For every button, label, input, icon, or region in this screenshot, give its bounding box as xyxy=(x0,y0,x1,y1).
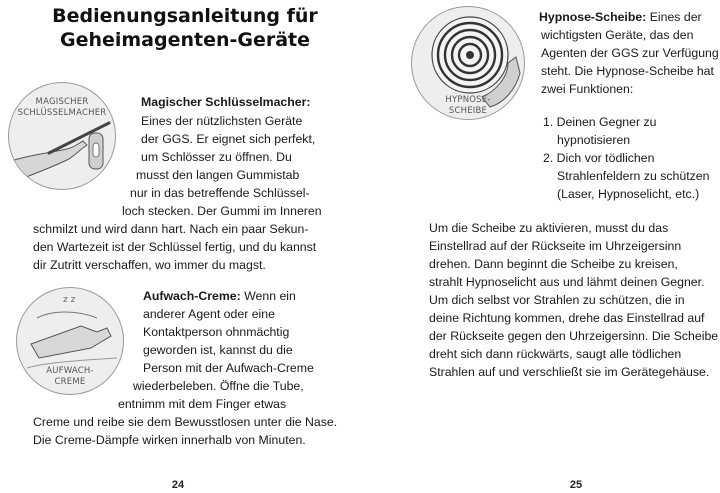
key-maker-line: schmilzt und wird dann hart. Nach ein paar Sekun- xyxy=(33,222,309,236)
paragraph-line: der Rückseite gegen den Uhrzeigersinn. Die Scheibe xyxy=(429,329,719,343)
wake-cream-heading-tail: Wenn ein xyxy=(240,289,296,303)
hypno-heading-tail: Eines der xyxy=(646,10,702,24)
key-maker-heading: Magischer Schlüsselmacher: xyxy=(141,95,311,109)
list-item: (Laser, Hypnoselicht, etc.) xyxy=(557,187,700,201)
hypno-illustration xyxy=(411,6,525,120)
list-item: 2. Dich vor tödlichen xyxy=(543,151,655,165)
hypno-label-1: HYPNOSE- xyxy=(445,95,491,105)
wake-cream-illustration xyxy=(16,287,124,395)
wake-cream-line: Creme und reibe sie dem Bewusstlosen unter die Nase. xyxy=(33,415,338,429)
paragraph-line: Einstellrad auf der Rückseite im Uhrzeigersinn xyxy=(429,239,682,253)
hypno-heading: Hypnose-Scheibe: xyxy=(539,10,647,24)
page-title xyxy=(40,4,330,52)
wake-cream-line: anderer Agent oder eine xyxy=(143,307,275,321)
right-page xyxy=(360,0,720,493)
paragraph-line: Um dich selbst vor Strahlen zu schützen, die in xyxy=(429,293,685,307)
key-maker-line: der GGS. Er eignet sich perfekt, xyxy=(141,132,316,146)
list-item: hypnotisieren xyxy=(557,133,631,147)
wake-cream-heading: Aufwach-Creme: xyxy=(143,289,241,303)
wake-cream-label-1: AUFWACH- xyxy=(46,366,94,376)
key-maker-illustration xyxy=(8,82,116,190)
page-number-left: 24 xyxy=(171,479,185,491)
list-item: Strahlenfeldern zu schützen xyxy=(557,169,710,183)
wake-cream-line: Person mit der Aufwach-Creme xyxy=(143,361,314,375)
wake-cream-heading-line xyxy=(143,287,296,306)
key-maker-line: Eines der nützlichsten Geräte xyxy=(141,114,303,128)
title-line-2: Geheimagenten-Geräte xyxy=(59,29,311,51)
hypno-line: wichtigsten Geräte, das den xyxy=(541,28,694,42)
paragraph-line: Um die Scheibe zu aktivieren, musst du das xyxy=(429,221,669,235)
title-line-1: Bedienungsanleitung für xyxy=(52,5,318,27)
key-maker-line: loch stecken. Der Gummi im Inneren xyxy=(122,204,322,218)
svg-text:z z: z z xyxy=(63,295,76,305)
hypno-line: Agenten der GGS zur Verfügung xyxy=(541,46,719,60)
key-maker-line: musst den langen Gummistab xyxy=(136,168,300,182)
wake-cream-line: geworden ist, kannst du die xyxy=(143,343,293,357)
paragraph-line: drehen. Dann beginnt die Scheibe zu kreisen, xyxy=(429,257,678,271)
wake-cream-line: Die Creme-Dämpfe wirken innerhalb von Minuten. xyxy=(33,433,306,447)
key-maker-line: dir Zutritt verschaffen, wo immer du magst. xyxy=(33,258,266,272)
key-maker-line: nur in das betreffende Schlüssel- xyxy=(130,186,310,200)
list-item: 1. Deinen Gegner zu xyxy=(543,115,657,129)
wake-cream-label-2: CREME xyxy=(54,377,86,387)
paragraph-line: strahlt Hypnoselicht aus und lähmt deinen Gegner. xyxy=(429,275,705,289)
paragraph-line: dreht sich dann rückwärts, saugt alle tödlichen xyxy=(429,347,682,361)
key-maker-line: um Schlösser zu öffnen. Du xyxy=(141,150,292,164)
wake-cream-line: Kontaktperson ohnmächtig xyxy=(143,325,290,339)
key-maker-label-2: SCHLÜSSELMACHER xyxy=(17,108,107,118)
hypno-line: steht. Die Hypnose-Scheibe hat xyxy=(541,64,714,78)
page-number-right: 25 xyxy=(569,479,583,491)
hypno-heading-line xyxy=(539,8,702,27)
key-maker-line: den Wartezeit ist der Schlüssel fertig, und du kannst xyxy=(33,240,317,254)
key-maker-label-1: MAGISCHER xyxy=(35,97,89,107)
wake-cream-line: entnimm mit dem Finger etwas xyxy=(118,397,287,411)
paragraph-line: Strahlen auf und verschließt sie im Gerätegehäuse. xyxy=(429,365,710,379)
wake-cream-line: wiederbeleben. Öffne die Tube, xyxy=(133,379,304,393)
hypno-line: zwei Funktionen: xyxy=(541,82,634,96)
paragraph-line: deine Richtung kommen, drehe das Einstellrad auf xyxy=(429,311,705,325)
hypno-label-2: SCHEIBE xyxy=(448,106,488,116)
